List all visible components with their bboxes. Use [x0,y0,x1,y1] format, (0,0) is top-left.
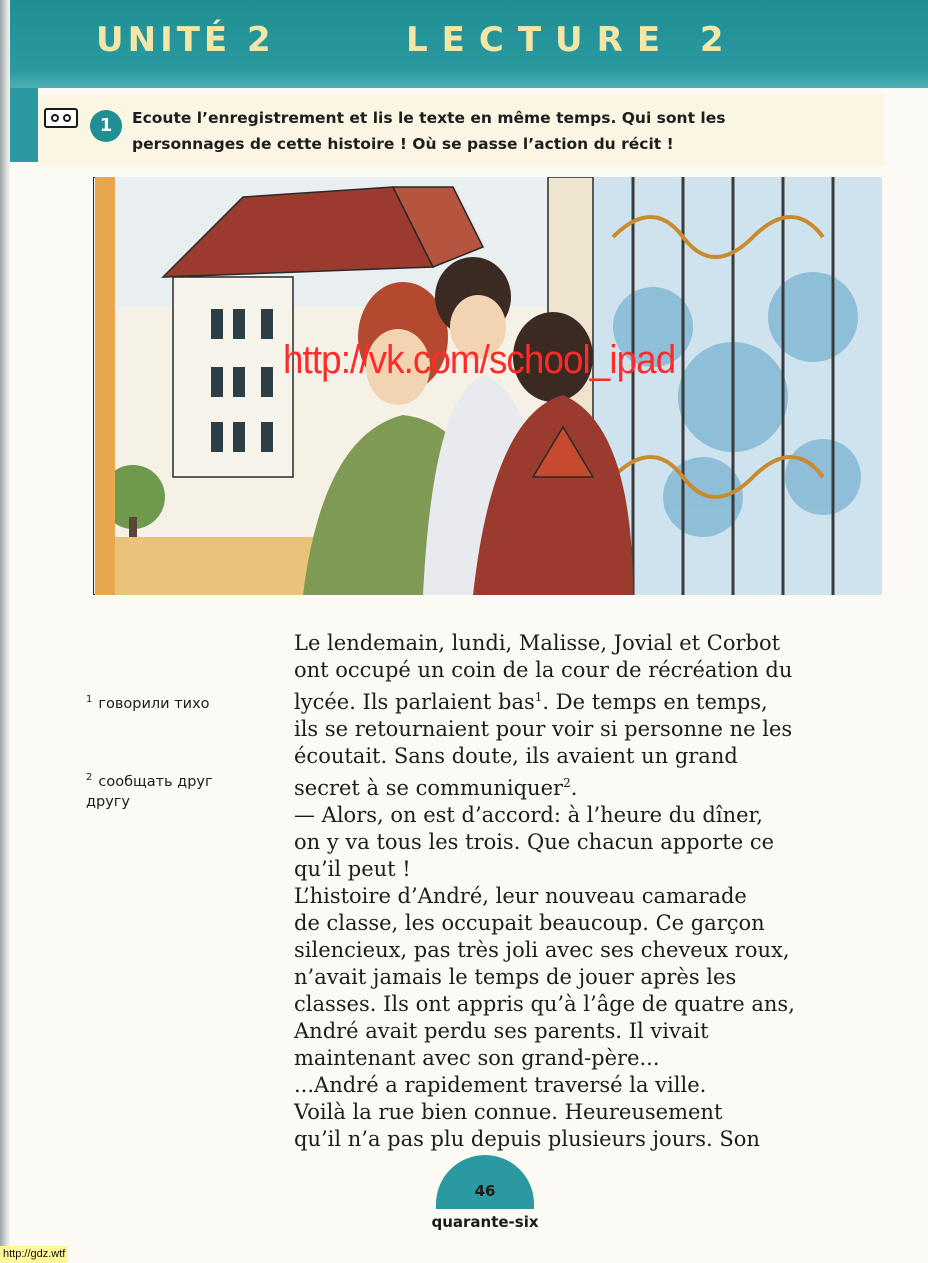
reading-line: de classe, les occupait beaucoup. Ce garçon [294,911,765,935]
reading-line: écoutait. Sans doute, ils avaient un grand [294,744,738,768]
reading-text [294,630,914,1153]
reading-line-part: . De temps en temps, [542,690,768,714]
page-number: 46 [474,1182,496,1200]
exercise-number-badge: 1 [90,110,122,142]
unit-title: UNITÉ 2 [96,20,275,60]
site-url-label[interactable]: http://gdz.wtf [0,1246,68,1263]
side-tab [10,88,38,162]
schoolyard-illustration [93,177,882,595]
footnote-2-mark: 2 [86,772,93,783]
footnote-1 [86,690,256,714]
reading-line: on y va tous les trois. Que chacun apporte ce [294,830,775,854]
reading-line-part: lycée. Ils parlaient bas [294,690,535,714]
reading-line: qu’il n’a pas plu depuis plusieurs jours. Son [294,1127,760,1151]
section-title: LECTURE 2 [406,20,738,60]
reading-line: silencieux, pas très joli avec ses cheveux roux, [294,938,790,962]
cassette-icon [44,108,78,128]
page-number-words: quarante-six [431,1213,539,1231]
reading-line: Voilà la rue bien connue. Heureusement [294,1100,723,1124]
reading-line: — Alors, on est d’accord: à l’heure du dîner, [294,803,763,827]
reading-line: maintenant avec son grand-père... [294,1046,660,1070]
reading-line: ont occupé un coin de la cour de récréation du [294,658,793,682]
reading-line: classes. Ils ont appris qu’à l’âge de quatre ans, [294,992,795,1016]
footnote-2-text: сообщать друг другу [86,773,213,810]
reading-line: qu’il peut ! [294,857,411,881]
reading-line [294,770,914,802]
footnote-1-mark: 1 [86,694,93,705]
footnote-2 [86,768,256,812]
reading-line: André avait perdu ses parents. Il vivait [294,1019,709,1043]
reading-line: n’avait jamais le temps de jouer après les [294,965,737,989]
reading-line-part: . [570,776,578,800]
footnote-ref-2: 2 [563,776,571,790]
reading-line-part: secret à se communiquer [294,776,564,800]
page-binding-edge [0,0,10,1263]
reading-line: Le lendemain, lundi, Malisse, Jovial et Corbot [294,631,781,655]
footnote-ref-1: 1 [534,690,543,704]
exercise-instruction: Ecoute l’enregistrement et lis le texte en même temps. Qui sont les personnages de cette histoire ! Où se passe l’action du récit ! [132,109,726,153]
watermark-url: http://vk.com/school_ipad [283,338,676,382]
reading-line: L’histoire d’André, leur nouveau camarade [294,884,747,908]
reading-line: ils se retournaient pour voir si personne ne les [294,717,793,741]
footnote-1-text: говорили тихо [98,695,210,712]
reading-line: ...André a rapidement traversé la ville. [294,1073,707,1097]
reading-line [294,684,914,716]
